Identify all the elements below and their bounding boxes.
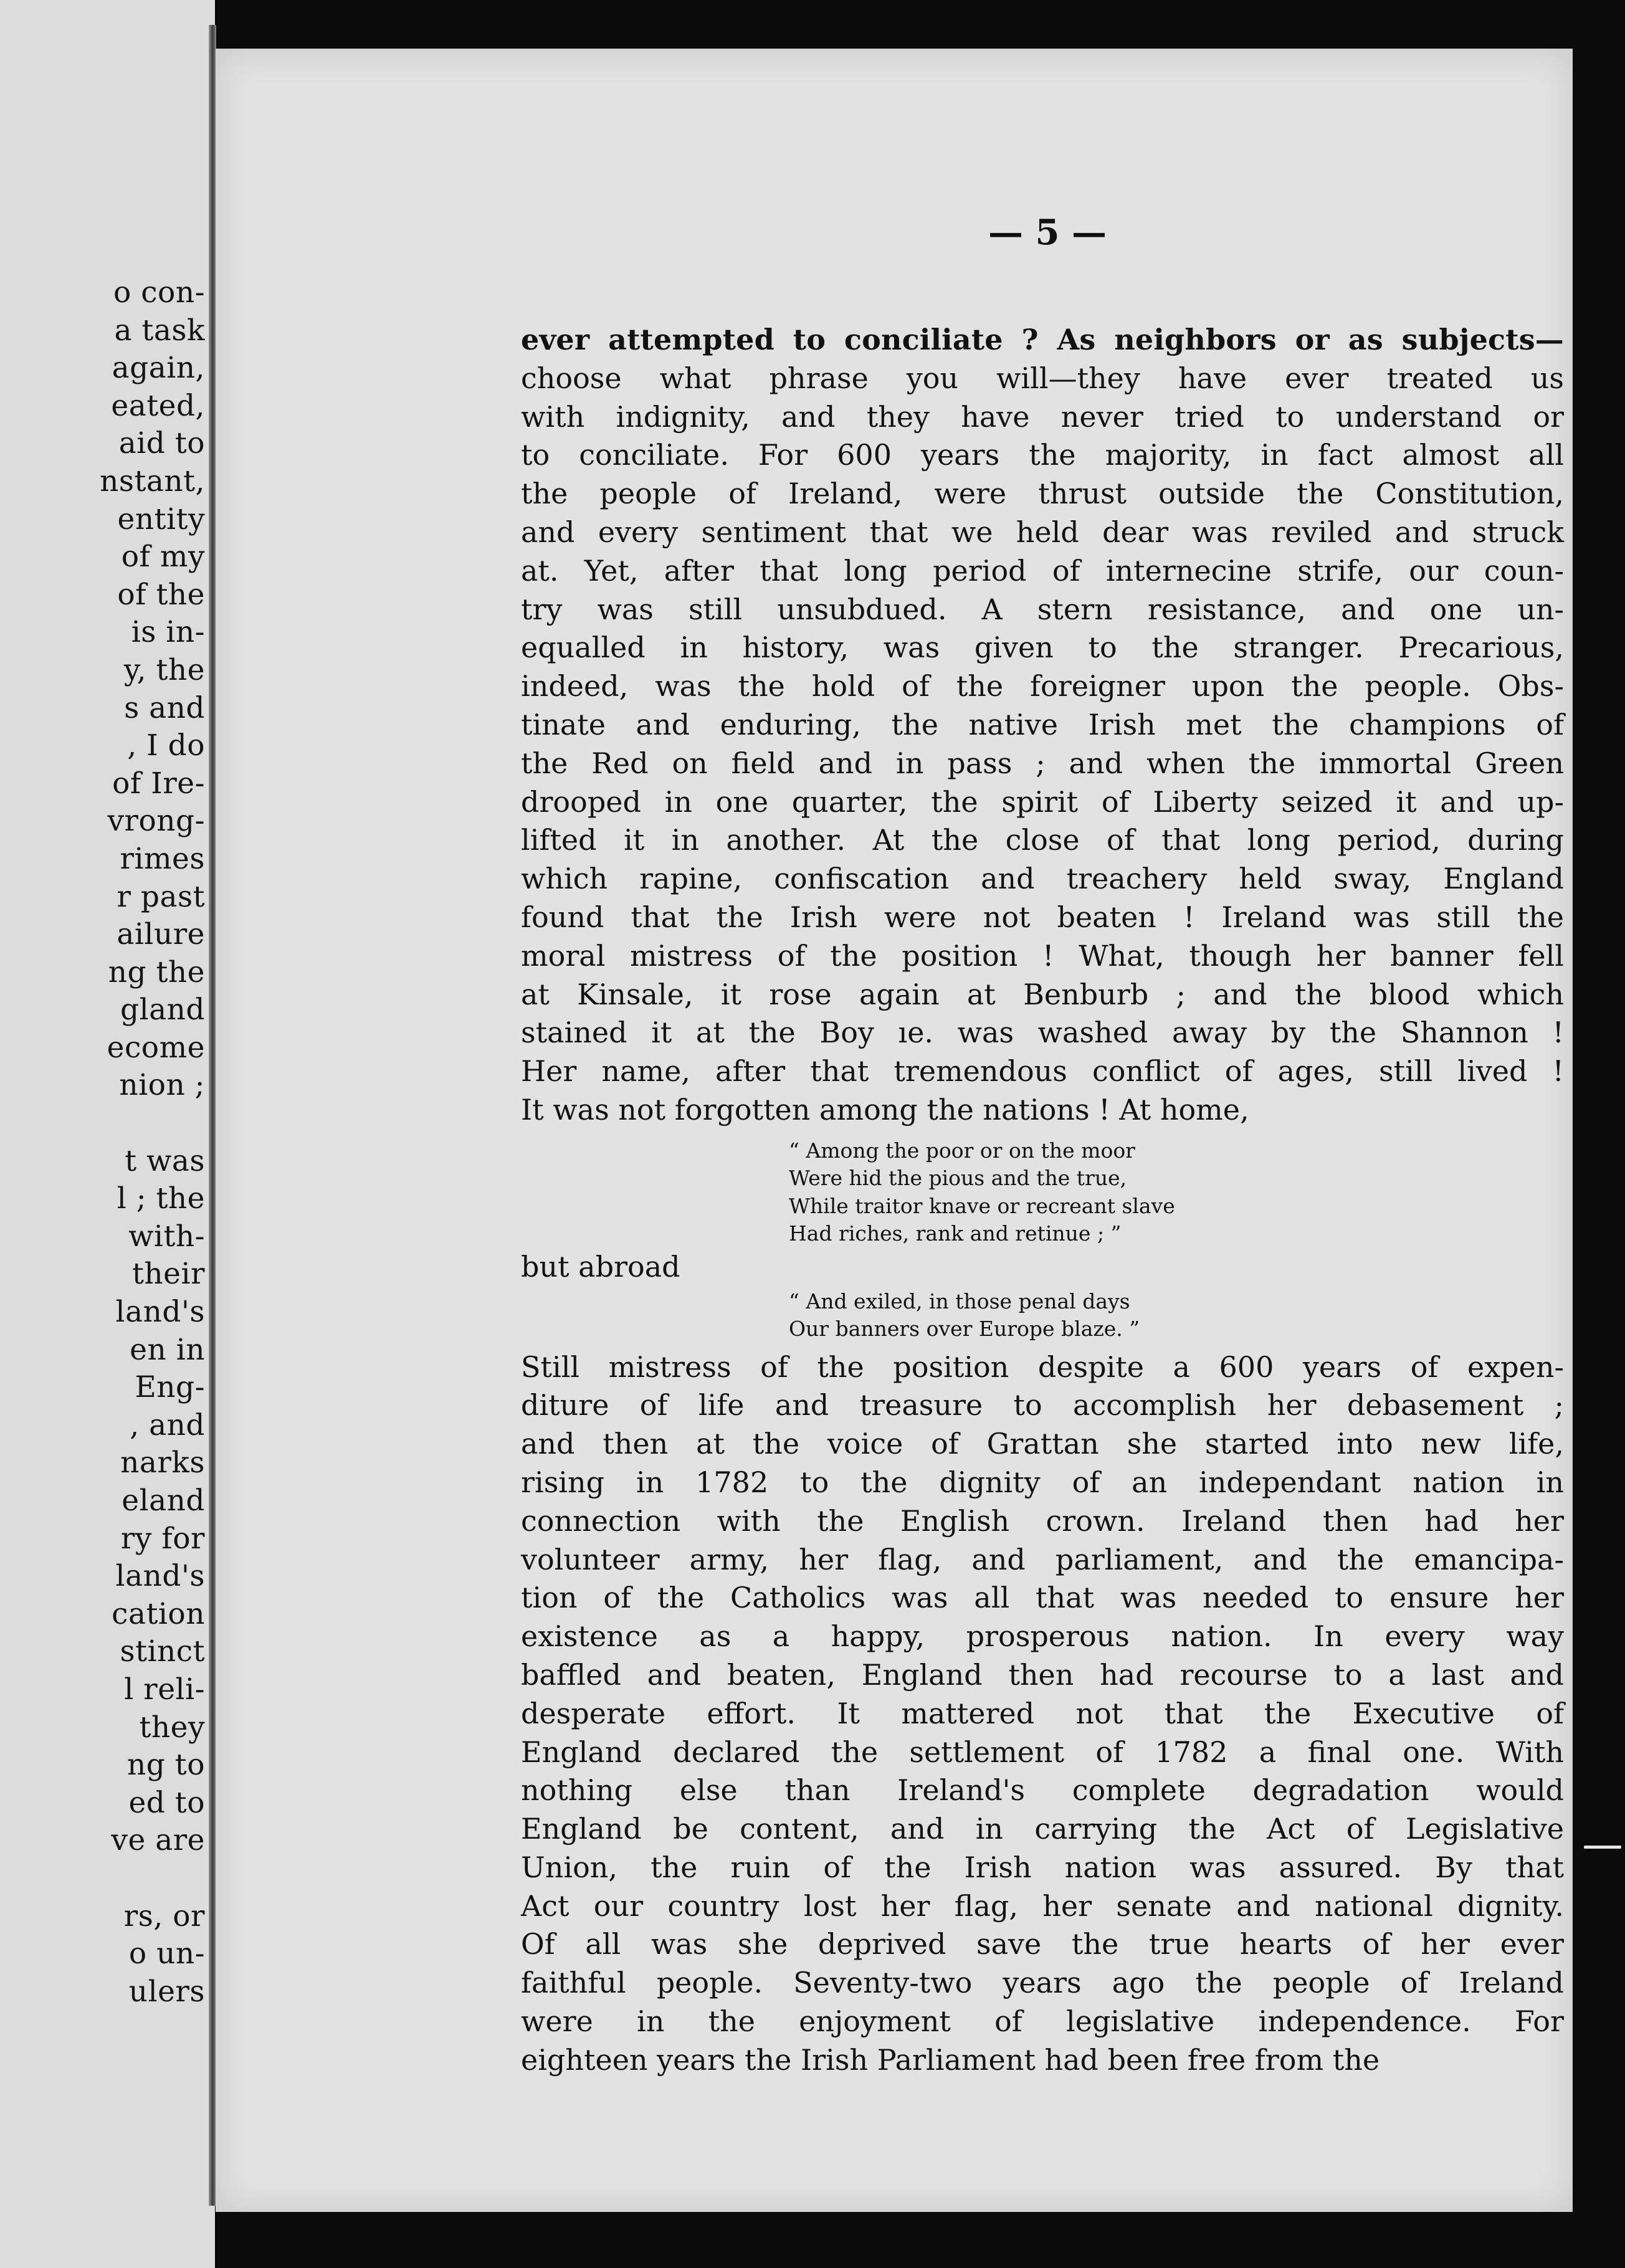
previous-page-line: with- (128, 1219, 205, 1254)
paragraph-2-line: desperate effort. It mattered not that the Executive of (521, 1696, 1564, 1730)
paragraph-2-line: England declared the settlement of 1782 a final one. With (521, 1735, 1564, 1769)
verse-2 (521, 1288, 1564, 1343)
previous-page-line: of Ire- (112, 766, 205, 801)
previous-page-line: ed to (128, 1785, 205, 1820)
previous-page-line: land's (115, 1559, 205, 1594)
paragraph-2-line: connection with the English crown. Ireland then had her (521, 1503, 1564, 1538)
previous-page-line: ulers (128, 1974, 205, 2009)
previous-page-line: o con- (113, 275, 205, 310)
paragraph-1-line: at Kinsale, it rose again at Benburb ; and the blood which (521, 977, 1564, 1011)
previous-page-line: cation (112, 1596, 205, 1631)
body-text (521, 321, 1564, 2080)
paragraph-2-line: baffled and beaten, England then had recourse to a last and (521, 1657, 1564, 1692)
paragraph-2-line: Act our country lost her flag, her senate and national dignity. (521, 1889, 1564, 1923)
previous-page-line: l ; the (117, 1181, 205, 1216)
previous-page-line: nion ; (119, 1068, 205, 1103)
paragraph-2 (521, 1348, 1564, 2080)
previous-page-line: eland (122, 1484, 205, 1518)
previous-page-line: narks (120, 1446, 205, 1480)
paragraph-1-line: lifted it in another. At the close of that long period, during (521, 823, 1564, 857)
previous-page-line: ng the (108, 955, 205, 989)
paragraph-1-line: the people of Ireland, were thrust outside the Constitution, (521, 477, 1564, 511)
paragraph-2-line: and then at the voice of Grattan she started into new life, (521, 1427, 1564, 1461)
previous-page-line: vrong- (107, 804, 205, 839)
verse-line: Were hid the pious and the true, (789, 1166, 1127, 1191)
paragraph-2-line: Union, the ruin of the Irish nation was assured. By that (521, 1850, 1564, 1884)
paragraph-1-line: tinate and enduring, the native Irish met the champions of (521, 707, 1564, 741)
previous-page-line: ry for (120, 1521, 205, 1556)
previous-page-line: rimes (120, 841, 205, 876)
previous-page-line: ecome (107, 1030, 205, 1065)
paragraph-2-line: faithful people. Seventy-two years ago the people of Ireland (521, 1966, 1564, 2000)
previous-page-line: of my (121, 540, 205, 574)
paragraph-1-line: and every sentiment that we held dear was reviled and struck (521, 515, 1564, 549)
paragraph-2-line: existence as a happy, prosperous nation. In every way (521, 1619, 1564, 1654)
scan-speck (1584, 1846, 1621, 1849)
previous-page-line: gland (120, 993, 205, 1027)
paragraph-2-line: diture of life and treasure to accomplish her debasement ; (521, 1388, 1564, 1422)
previous-page-line: r past (117, 879, 205, 914)
page-5 (216, 49, 1573, 2212)
previous-page-line: , I do (127, 728, 205, 763)
paragraph-1-line: equalled in history, was given to the stranger. Precarious, (521, 631, 1564, 665)
previous-page-line: l reli- (124, 1672, 205, 1707)
scan-border-right (1573, 0, 1625, 2268)
previous-page-line: nstant, (100, 464, 205, 498)
paragraph-1-line: which rapine, confiscation and treachery held sway, England (521, 862, 1564, 896)
previous-page-line: ailure (117, 917, 205, 952)
verse-1 (521, 1137, 1564, 1248)
paragraph-2-line: nothing else than Ireland's complete degradation would (521, 1773, 1564, 1808)
paragraph-2-line: volunteer army, her flag, and parliament, and the emancipa- (521, 1542, 1564, 1576)
page-number: — 5 — (988, 212, 1107, 253)
previous-page-line: o un- (128, 1937, 205, 1971)
previous-page-line: rs, or (123, 1899, 205, 1933)
paragraph-1-line: found that the Irish were not beaten ! Ireland was still the (521, 900, 1564, 934)
previous-page-line (0, 1860, 205, 1898)
paragraph-1-line: Her name, after that tremendous conflict of ages, still lived ! (521, 1054, 1564, 1089)
previous-page-line: t was (125, 1143, 205, 1178)
previous-page-line: y, the (123, 652, 205, 687)
paragraph-2-line: rising in 1782 to the dignity of an independant nation in (521, 1465, 1564, 1499)
previous-page-line: their (132, 1257, 205, 1292)
paragraph-1-line: moral mistress of the position ! What, though her banner fell (521, 938, 1564, 973)
paragraph-1-line: drooped in one quarter, the spirit of Liberty seized it and up- (521, 784, 1564, 819)
verse-line: Had riches, rank and retinue ; ” (789, 1221, 1122, 1246)
previous-page-line: entity (117, 502, 205, 536)
paragraph-1-line: at. Yet, after that long period of internecine strife, our coun- (521, 553, 1564, 588)
verse-line: Our banners over Europe blaze. ” (789, 1317, 1140, 1341)
paragraph-1 (521, 321, 1564, 1130)
previous-page-line: stinct (120, 1634, 205, 1669)
previous-page-line: , and (130, 1408, 205, 1442)
previous-page-line: ng to (127, 1748, 205, 1783)
previous-page-line: they (139, 1710, 205, 1745)
but-abroad-line: but abroad (521, 1249, 680, 1284)
paragraph-1-line: choose what phrase you will—they have ever treated us (521, 361, 1564, 395)
previous-page-text (0, 274, 205, 2011)
verse-line: “ Among the poor or on the moor (789, 1138, 1135, 1163)
paragraph-1-line: stained it at the Boy ıe. was washed away by the Shannon ! (521, 1016, 1564, 1050)
paragraph-1-line: the Red on field and in pass ; and when the immortal Green (521, 746, 1564, 780)
previous-page-line: is in- (131, 615, 205, 650)
previous-page-line: Eng- (135, 1370, 205, 1405)
paragraph-1-line: try was still unsubdued. A stern resistance, and one un- (521, 592, 1564, 626)
paragraph-2-line: tion of the Catholics was all that was needed to ensure her (521, 1581, 1564, 1615)
previous-page-line: of the (117, 577, 205, 612)
paragraph-2-line: England be content, and in carrying the Act of Legislative (521, 1812, 1564, 1846)
paragraph-2-line: eighteen years the Irish Parliament had been free from the (521, 2042, 1380, 2077)
verse-line: While traitor knave or recreant slave (789, 1193, 1175, 1218)
previous-page-line: a task (114, 313, 205, 348)
previous-page-strip (0, 0, 215, 2268)
previous-page-line (0, 1105, 205, 1143)
previous-page-line: en in (130, 1332, 205, 1367)
paragraph-1-line: ever attempted to conciliate ? As neighbors or as subjects— (521, 323, 1564, 356)
paragraph-1-line: with indignity, and they have never tried to understand or (521, 399, 1564, 434)
paragraph-2-line: Of all was she deprived save the true hearts of her ever (521, 1927, 1564, 1961)
verse-line: “ And exiled, in those penal days (789, 1289, 1130, 1313)
paragraph-2-line: were in the enjoyment of legislative independence. For (521, 2004, 1564, 2039)
previous-page-line: ve are (111, 1823, 205, 1858)
previous-page-line: land's (115, 1295, 205, 1330)
paragraph-1-line: to conciliate. For 600 years the majority, in fact almost all (521, 438, 1564, 472)
previous-page-line: aid to (118, 426, 205, 461)
paragraph-2-line: Still mistress of the position despite a 600 years of expen- (521, 1350, 1564, 1384)
previous-page-line: s and (124, 690, 205, 725)
paragraph-1-line: It was not forgotten among the nations ! At home, (521, 1092, 1249, 1127)
previous-page-line: eated, (111, 388, 205, 423)
paragraph-1-line: indeed, was the hold of the foreigner upon the people. Obs- (521, 669, 1564, 703)
previous-page-line: again, (112, 351, 205, 386)
